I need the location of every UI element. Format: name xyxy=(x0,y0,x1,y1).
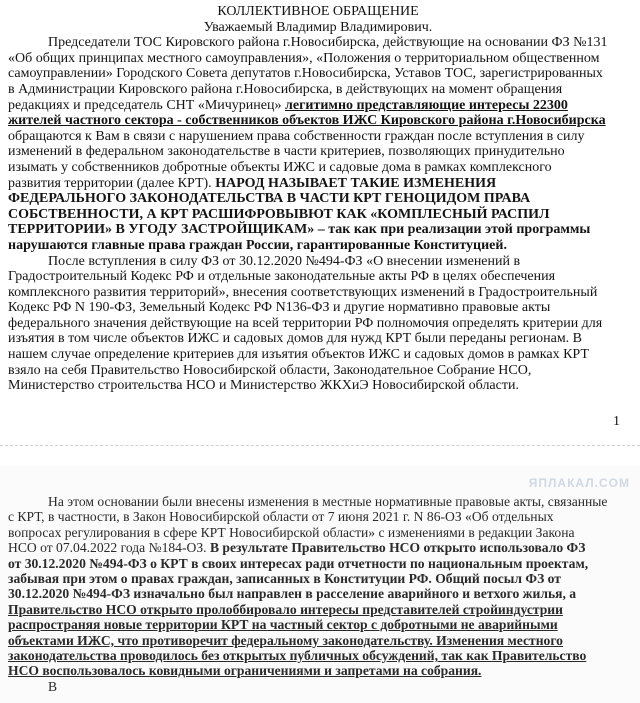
text-segment: НСО от 07.04.2022 года №184-ОЗ. xyxy=(8,540,210,556)
text-segment: редакциях и председатель СНТ «Мичуринец» xyxy=(8,97,285,113)
text-line xyxy=(8,238,628,254)
text-line xyxy=(8,602,628,617)
text-line xyxy=(8,66,628,82)
text-line xyxy=(8,679,628,694)
text-segment: объектами ИЖС, что противоречит федеральному законодательству. xyxy=(8,632,437,648)
text-segment: вопросах регулирования в сфере КРТ Новосибирской области» с изменениями в редакции Закона xyxy=(8,524,575,540)
text-segment: взяло на себя Правительство Новосибирской области, Законодательное Собрание НСО, xyxy=(8,362,532,378)
text-segment: НАРОД НАЗЫВАЕТ ТАКИЕ ИЗМЕНЕНИЯ xyxy=(215,175,497,191)
text-line xyxy=(8,648,628,663)
text-segment: Правительство НСО открыто пролоббировало интересы представителей стройиндустрии xyxy=(8,601,563,617)
text-segment: изымать у собственников добротные объекты ИЖС и садовые дома в рамках комплексного xyxy=(8,159,552,175)
text-segment: изъятия в том числе объектов ИЖС и садовых домов для нужд КРТ были переданы регионам. В xyxy=(8,331,583,347)
text-line xyxy=(8,316,628,332)
text-line xyxy=(8,347,628,363)
text-line xyxy=(8,113,628,129)
text-line xyxy=(8,494,628,509)
text-segment: изменений в федеральном законодательстве в части критериев, позволяющих принудительно xyxy=(8,144,565,160)
text-line xyxy=(8,540,628,555)
page-1-text xyxy=(8,35,628,394)
text-segment: комплексного развития территорий», внесения соответствующих изменений в Градостроительный xyxy=(8,284,598,300)
text-segment: В результате Правительство НСО открыто использовало ФЗ xyxy=(209,540,586,556)
text-segment: НСО воспользовалось ковидными ограничениями и запретами на собрания. xyxy=(8,663,482,679)
text-segment: На этом основании были внесены изменения в местные нормативные правовые акты, связанные xyxy=(48,494,608,509)
text-segment: 30.12.2020 №494-ФЗ изначально был направлен в расселение аварийного и ветхого жилья, а xyxy=(8,586,577,602)
text-segment: легитимно представляющие интересы 22300 xyxy=(285,97,568,113)
text-segment: развития территории (далее КРТ). xyxy=(8,175,216,191)
text-line xyxy=(8,160,628,176)
text-segment: ТЕРРИТОРИИ» В УГОДУ ЗАСТРОЙЩИКАМ» – так как при реализации этой программы xyxy=(8,222,591,238)
page-gap xyxy=(0,445,640,466)
page-2-body xyxy=(8,494,628,694)
text-segment: ФЕДЕРАЛЬНОГО ЗАКОНОДАТЕЛЬСТВА В ЧАСТИ КРТ ГЕНОЦИДОМ ПРАВА xyxy=(8,191,531,207)
page-2-text xyxy=(8,494,628,694)
text-line xyxy=(8,331,628,347)
text-segment: Министерство строительства НСО и Министерство ЖКХиЭ Новосибирской области. xyxy=(8,378,519,394)
text-segment: в Администрации Кировского района г.Новосибирска, в действующих на момент обращения xyxy=(8,81,563,97)
text-segment: обращаются к Вам в связи с нарушением права собственности граждан после вступления в силу xyxy=(8,128,585,144)
text-line xyxy=(8,254,628,270)
text-segment: В xyxy=(48,678,58,694)
text-segment: самоуправлении» Городского Совета депутатов г.Новосибирска, Уставов ТОС, зарегистрированных xyxy=(8,66,603,82)
text-line xyxy=(8,35,628,51)
text-segment: с КРТ, в частности, в Закон Новосибирской области от 7 июня 2021 г. N 86-ОЗ «Об отдельных xyxy=(8,509,554,525)
text-line xyxy=(8,98,628,114)
text-segment: Кодекс РФ N 190-ФЗ, Земельный Кодекс РФ N136-ФЗ и другие нормативно правовые акты xyxy=(8,300,551,316)
text-line xyxy=(8,51,628,67)
text-segment: забывая при этом о правах граждан, записанных в Конституции РФ. Общий посыл ФЗ от xyxy=(8,571,561,587)
page-1-body xyxy=(8,4,628,394)
page-number: 1 xyxy=(613,414,620,429)
text-segment: Изменения местного xyxy=(436,632,563,648)
text-line xyxy=(8,663,628,678)
text-segment: нарушаются главные права граждан России, гарантированные Конституцией. xyxy=(8,237,507,253)
text-line xyxy=(8,269,628,285)
site-watermark: ЯПЛАКАЛ.COM xyxy=(528,476,630,490)
text-segment: Председатели ТОС Кировского района г.Новосибирска, действующие на основании ФЗ №131 xyxy=(48,35,608,51)
text-line xyxy=(8,300,628,316)
text-line xyxy=(8,525,628,540)
document-page-2 xyxy=(0,466,640,703)
text-line xyxy=(8,509,628,524)
text-line xyxy=(8,633,628,648)
text-line xyxy=(8,191,628,207)
text-line xyxy=(8,571,628,586)
text-line xyxy=(8,586,628,601)
text-line xyxy=(8,82,628,98)
greeting-line: Уважаемый Владимир Владимирович. xyxy=(203,19,433,35)
text-segment: от 30.12.2020 №494-ФЗ о КРТ в своих интересах ради отчетности по национальным проектам, xyxy=(8,555,589,571)
text-segment: «Об общих принципах местного самоуправления», «Положения о территориальном общественном xyxy=(8,50,600,66)
text-line xyxy=(8,222,628,238)
text-line xyxy=(8,176,628,192)
text-segment: законодательства проводилось без открытых публичных обсуждений, так как Правительство xyxy=(8,648,587,664)
text-line xyxy=(8,556,628,571)
text-segment: нашем случае определение критериев для изъятия объектов ИЖС и садовых домов в рамках КРТ xyxy=(8,347,589,363)
text-line xyxy=(8,285,628,301)
text-segment: После вступления в силу ФЗ от 30.12.2020 №494-ФЗ «О внесении изменений в xyxy=(48,253,521,269)
text-segment: федерального значения действующие на всей территории РФ полномочия определять критерии для xyxy=(8,315,603,331)
text-line xyxy=(8,144,628,160)
text-segment: СОБСТВЕННОСТИ, А КРТ РАСШИФРОВЫВЮТ КАК «КОМПЛЕСНЫЙ РАСПИЛ xyxy=(8,206,550,222)
text-line xyxy=(8,129,628,145)
text-line xyxy=(8,617,628,632)
text-segment: Градостроительный Кодекс РФ и отдельные законодательные акты РФ в целях обеспечения xyxy=(8,269,556,285)
document-title: КОЛЛЕКТИВНОЕ ОБРАЩЕНИЕ xyxy=(217,4,419,19)
text-line xyxy=(8,363,628,379)
text-line xyxy=(8,378,628,394)
text-segment: жителей частного сектора - собственников объектов ИЖС Кировского района г.Новосибирска xyxy=(8,113,606,129)
text-line xyxy=(8,207,628,223)
text-segment: распространяя новые территории КРТ на частный сектор с добротными не аварийными xyxy=(8,617,558,633)
